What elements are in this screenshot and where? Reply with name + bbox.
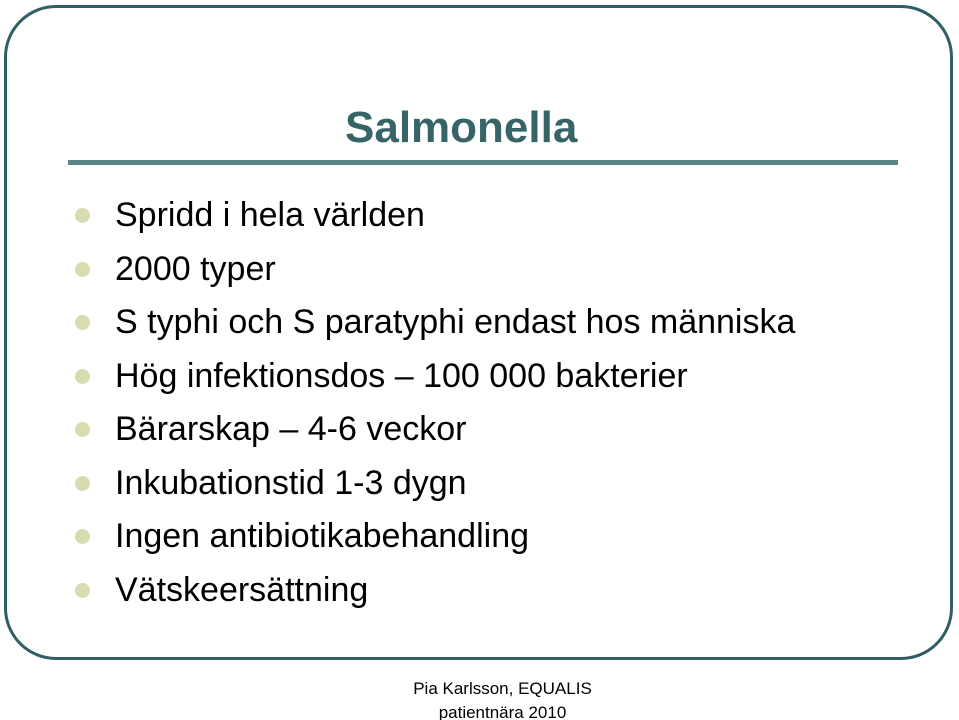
bullet-dot-icon (75, 583, 90, 598)
bullet-text: Inkubationstid 1-3 dygn (115, 463, 467, 502)
bullet-dot-icon (75, 208, 90, 223)
footer-author: Pia Karlsson, EQUALIS (413, 679, 592, 698)
bullet-dot-icon (75, 262, 90, 277)
bullet-dot-icon (75, 422, 90, 437)
bullet-text: 2000 typer (115, 249, 276, 288)
bullet-text: S typhi och S paratyphi endast hos människa (115, 303, 796, 341)
bullet-dot-icon (75, 476, 90, 491)
bullet-text: Hög infektionsdos – 100 000 bakterier (115, 356, 688, 395)
bullet-text: Spridd i hela världen (115, 196, 425, 234)
title-divider (68, 160, 898, 165)
bullet-text: Vätskeersättning (115, 570, 369, 609)
bullet-dot-icon (75, 315, 90, 330)
footer-event: patientnära 2010 (438, 703, 567, 720)
bullet-text: Bärarskap – 4-6 veckor (115, 410, 467, 448)
slide-footer (400, 677, 605, 720)
bullet-dot-icon (75, 529, 90, 544)
bullet-dot-icon (75, 369, 90, 384)
slide-title: Salmonella (345, 103, 578, 152)
bullet-text: Ingen antibiotikabehandling (115, 517, 530, 555)
